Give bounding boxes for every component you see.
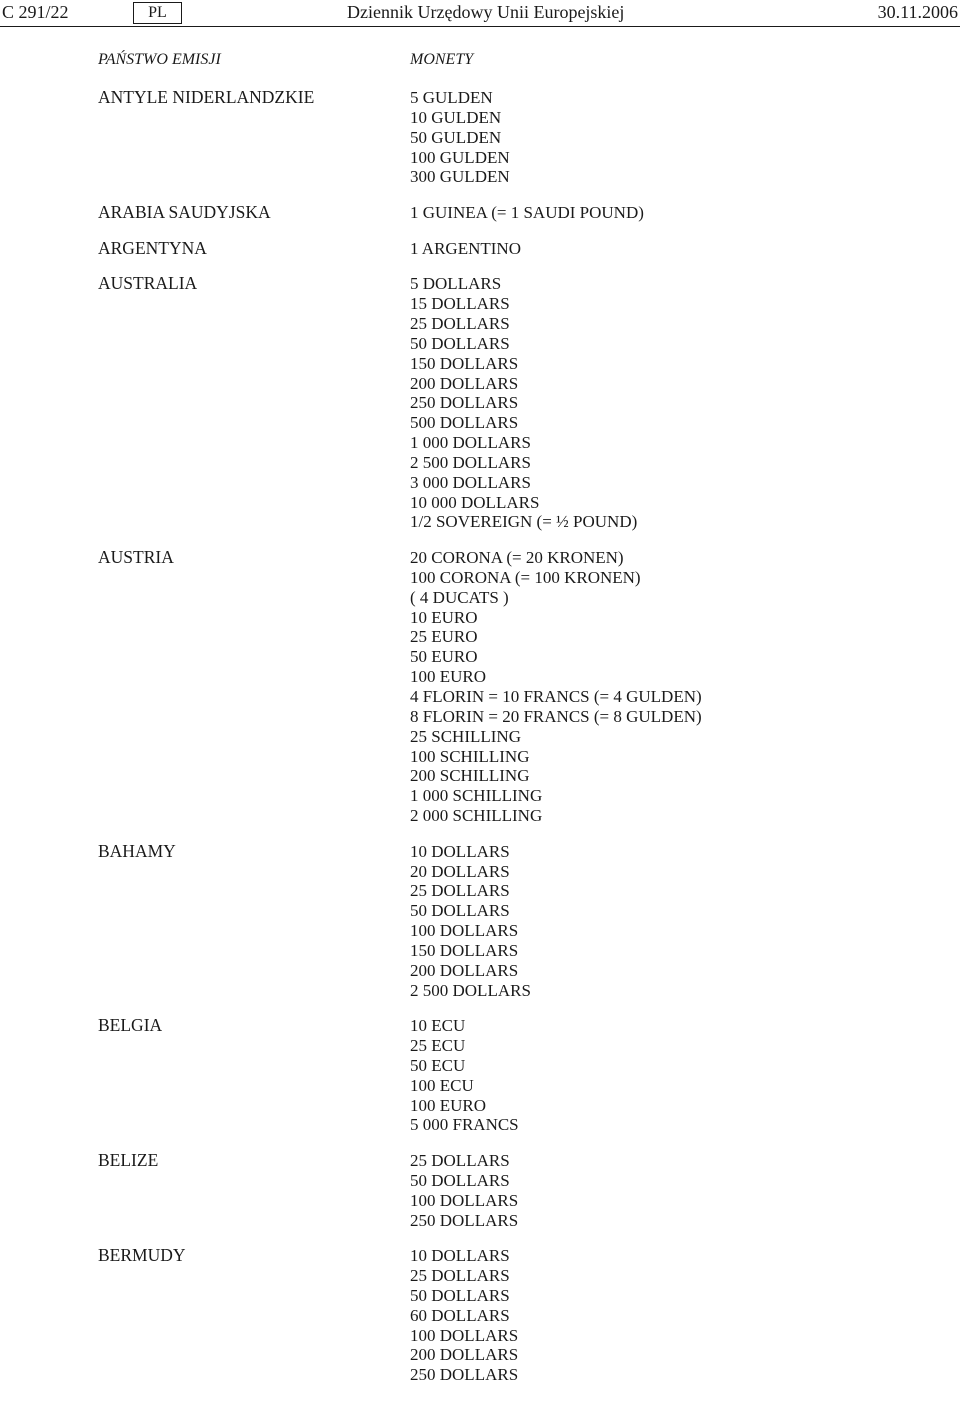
coin-item: 25 ECU [410,1036,466,1056]
coin-list [410,1151,960,1230]
coin-item: 2 000 SCHILLING [410,806,543,826]
country-name: ARGENTYNA [98,237,207,258]
coin-item: 200 SCHILLING [410,766,530,786]
coin-item: 1 000 DOLLARS [410,433,531,453]
country-name: BERMUDY [98,1245,186,1266]
coin-item: 200 DOLLARS [410,373,519,393]
table-row [0,239,960,259]
language-badge: PL [133,2,182,24]
table-row [0,1151,960,1230]
journal-reference: C 291/22 [2,2,69,22]
coin-item: 150 DOLLARS [410,940,519,960]
country-name: AUSTRIA [98,547,174,568]
coin-item: 150 DOLLARS [410,353,519,373]
coin-list [410,1246,960,1385]
coin-item: 10 GULDEN [410,107,502,127]
coin-item: 25 DOLLARS [410,313,510,333]
table-row [0,1016,960,1135]
coin-item: 100 EURO [410,1095,487,1115]
coin-item: 25 DOLLARS [410,1151,510,1171]
coin-item: 8 FLORIN = 20 FRANCS (= 8 GULDEN) [410,706,702,726]
coin-item: 15 DOLLARS [410,294,510,314]
country-name: BELGIA [98,1015,163,1036]
coin-item: 25 DOLLARS [410,881,510,901]
table-row [0,203,960,223]
coin-item: 60 DOLLARS [410,1305,510,1325]
journal-title: Dziennik Urzędowy Unii Europejskiej [347,2,625,22]
coin-list [410,1016,960,1135]
coin-item: 2 500 DOLLARS [410,980,531,1000]
coin-item: 100 DOLLARS [410,1190,519,1210]
coin-list [410,548,960,826]
coin-item: 50 DOLLARS [410,1285,510,1305]
table-row [0,88,960,187]
coin-item: 5 000 FRANCS [410,1115,519,1135]
country-name: ANTYLE NIDERLANDZKIE [98,87,315,107]
coin-item: 1 000 SCHILLING [410,786,543,806]
coin-item: ( 4 DUCATS ) [410,587,509,607]
coin-item: 3 000 DOLLARS [410,472,531,492]
country-name: BELIZE [98,1150,159,1171]
coin-item: 1 ARGENTINO [410,238,521,258]
coin-list [410,274,960,532]
coin-table [0,88,960,1401]
coin-item: 50 DOLLARS [410,901,510,921]
page-header [0,0,960,28]
coin-item: 50 DOLLARS [410,333,510,353]
column-header-country: PAŃSTWO EMISJI [98,51,221,68]
country-name: BAHAMY [98,840,176,861]
table-row [0,548,960,826]
coin-item: 100 ECU [410,1075,474,1095]
coin-item: 100 DOLLARS [410,1325,519,1345]
coin-item: 10 DOLLARS [410,841,510,861]
coin-list [410,239,960,259]
coin-item: 100 GULDEN [410,147,510,167]
coin-list [410,842,960,1001]
coin-item: 5 DOLLARS [410,274,502,294]
coin-item: 10 000 DOLLARS [410,492,540,512]
coin-list [410,88,960,187]
coin-item: 100 SCHILLING [410,746,530,766]
coin-item: 50 EURO [410,647,478,667]
coin-item: 25 DOLLARS [410,1266,510,1286]
coin-item: 250 DOLLARS [410,1365,519,1385]
table-row [0,274,960,532]
table-row [0,842,960,1001]
coin-list [410,203,960,223]
coin-item: 250 DOLLARS [410,1210,519,1230]
country-name: AUSTRALIA [98,273,198,294]
column-header-coins: MONETY [410,51,474,68]
coin-item: 200 DOLLARS [410,1345,519,1365]
coin-item: 10 ECU [410,1016,466,1036]
coin-item: 25 SCHILLING [410,726,521,746]
coin-item: 50 DOLLARS [410,1170,510,1190]
coin-item: 1/2 SOVEREIGN (= ½ POUND) [410,512,638,532]
coin-item: 100 EURO [410,667,487,687]
coin-item: 100 CORONA (= 100 KRONEN) [410,567,641,587]
header-divider [0,26,960,27]
coin-item: 1 GUINEA (= 1 SAUDI POUND) [410,203,644,223]
coin-item: 300 GULDEN [410,167,510,187]
publication-date: 30.11.2006 [877,2,958,22]
coin-item: 50 ECU [410,1055,466,1075]
coin-item: 10 EURO [410,607,478,627]
coin-item: 25 EURO [410,627,478,647]
coin-item: 10 DOLLARS [410,1246,510,1266]
coin-item: 200 DOLLARS [410,960,519,980]
coin-item: 500 DOLLARS [410,413,519,433]
coin-item: 50 GULDEN [410,127,502,147]
coin-item: 100 DOLLARS [410,921,519,941]
table-row [0,1246,960,1385]
coin-item: 20 CORONA (= 20 KRONEN) [410,548,624,568]
coin-item: 250 DOLLARS [410,393,519,413]
coin-item: 5 GULDEN [410,88,493,107]
country-name: ARABIA SAUDYJSKA [98,202,271,223]
coin-item: 2 500 DOLLARS [410,452,531,472]
coin-item: 4 FLORIN = 10 FRANCS (= 4 GULDEN) [410,686,702,706]
coin-item: 20 DOLLARS [410,861,510,881]
